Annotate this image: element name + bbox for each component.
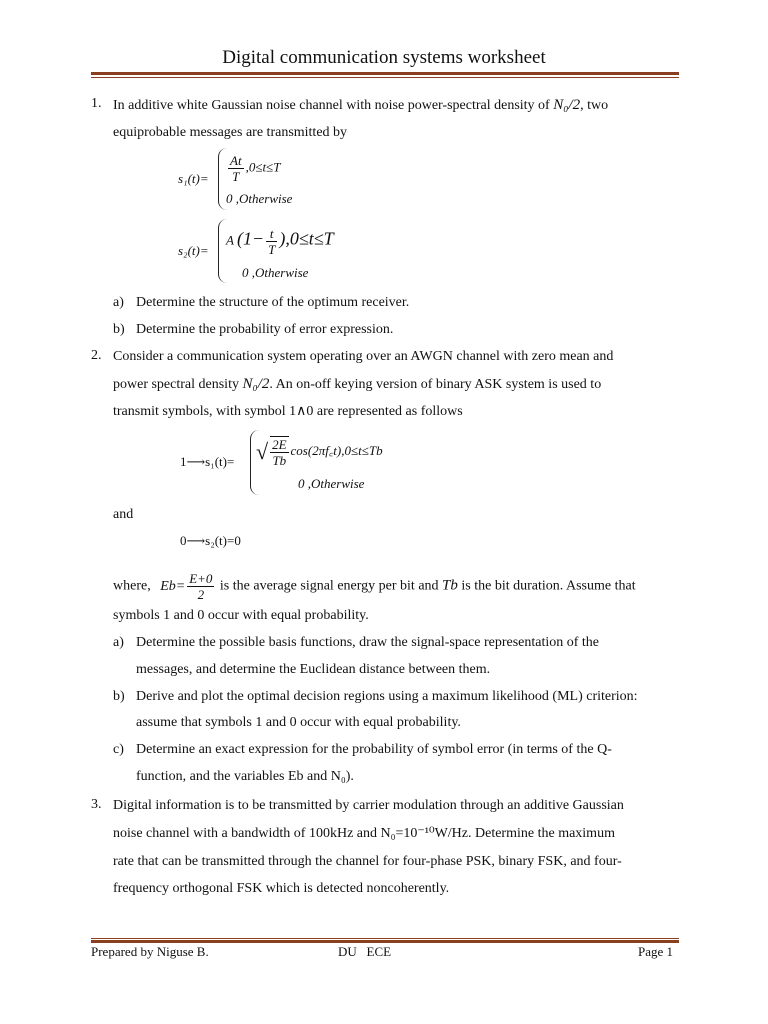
math-span: N₀/2 bbox=[242, 376, 270, 392]
subpart-text: Determine the possible basis functions, draw the signal-space representation of the bbox=[136, 635, 600, 650]
footer-author: Prepared by Niguse B. bbox=[91, 944, 209, 959]
fraction-denominator: Tb bbox=[270, 452, 288, 468]
question-line: noise channel with a bandwidth of 100kHz and N₀=10⁻¹⁰W/Hz. Determine the maximum bbox=[113, 826, 615, 841]
math-span: A bbox=[226, 232, 234, 248]
sqrt-sign: √ bbox=[256, 439, 269, 464]
text-span: . An on-off keying version of binary ASK system is used to bbox=[269, 377, 602, 392]
fraction-denominator: T bbox=[268, 242, 276, 257]
text-and: and bbox=[113, 507, 134, 522]
footer-page-number: Page 1 bbox=[638, 944, 674, 959]
subpart-text: Determine the probability of error expression. bbox=[136, 322, 394, 337]
footer-rule-thin bbox=[91, 938, 679, 939]
fraction bbox=[266, 226, 277, 257]
question-line bbox=[113, 571, 636, 602]
equation-otherwise: 0 ,Otherwise bbox=[242, 265, 309, 280]
question-number: 2. bbox=[91, 348, 102, 363]
question-line: equiprobable messages are transmitted by bbox=[113, 125, 348, 140]
math-span: (1− bbox=[236, 228, 265, 249]
subpart-label: c) bbox=[113, 742, 124, 757]
question-line: frequency orthogonal FSK which is detected noncoherently. bbox=[113, 881, 450, 896]
question-line bbox=[113, 96, 608, 115]
question-line: symbols 1 and 0 occur with equal probability. bbox=[113, 608, 369, 623]
header-rule-thick bbox=[91, 72, 679, 75]
math-span: Eb= bbox=[160, 578, 186, 594]
equation-otherwise: 0 ,Otherwise bbox=[298, 476, 365, 491]
subpart-label: a) bbox=[113, 295, 124, 310]
fraction-numerator: t bbox=[269, 226, 274, 241]
math-span: Tb bbox=[442, 577, 458, 594]
question-line: Digital information is to be transmitted by carrier modulation through an additive Gaussian bbox=[113, 798, 624, 813]
question-line bbox=[113, 375, 601, 394]
fraction-denominator: T bbox=[228, 168, 244, 184]
equation-rhs: cos(2πf꜀t),0≤t≤Tb bbox=[290, 442, 383, 458]
question-line: rate that can be transmitted through the channel for four-phase PSK, binary FSK, and four- bbox=[113, 854, 622, 869]
fraction-denominator: 2 bbox=[187, 586, 214, 602]
question-line: Consider a communication system operating over an AWGN channel with zero mean and bbox=[113, 349, 614, 364]
subpart-text: Determine the structure of the optimum receiver. bbox=[136, 295, 410, 310]
condition: ,0≤t≤T bbox=[245, 159, 281, 175]
subpart-text: assume that symbols 1 and 0 occur with equal probability. bbox=[136, 715, 461, 730]
text-span: is the average signal energy per bit and bbox=[219, 578, 439, 594]
fraction bbox=[187, 571, 214, 602]
equation-lhs: 1⟶s₁(t)= bbox=[180, 454, 235, 469]
header-rule-thin bbox=[91, 77, 679, 78]
text-span: where, bbox=[113, 578, 151, 594]
equation-case bbox=[226, 226, 334, 257]
subpart-text: function, and the variables Eb and N₀). bbox=[136, 769, 354, 784]
fraction-numerator: 2E bbox=[272, 437, 287, 452]
footer-rule-thick bbox=[91, 940, 679, 943]
equation: 0⟶s₂(t)=0 bbox=[180, 533, 241, 548]
subpart-label: b) bbox=[113, 689, 125, 704]
equation-lhs: s₁(t)= bbox=[178, 171, 209, 186]
text-span: power spectral density bbox=[113, 377, 239, 392]
subpart-text: Derive and plot the optimal decision regions using a maximum likelihood (ML) criterion: bbox=[136, 689, 638, 704]
fraction bbox=[228, 153, 244, 184]
condition: ),0≤t≤T bbox=[279, 228, 334, 249]
subpart-text: messages, and determine the Euclidean distance between them. bbox=[136, 662, 491, 677]
equation-case bbox=[226, 153, 280, 184]
text-span: is the bit duration. Assume that bbox=[461, 578, 636, 594]
page-title: Digital communication systems worksheet bbox=[222, 47, 546, 68]
question-number: 1. bbox=[91, 96, 102, 111]
equation-lhs: s₂(t)= bbox=[178, 243, 209, 258]
fraction-numerator: E+0 bbox=[189, 571, 213, 586]
subpart-label: b) bbox=[113, 322, 125, 337]
subpart-text: Determine an exact expression for the probability of symbol error (in terms of the Q- bbox=[136, 742, 612, 757]
subpart-label: a) bbox=[113, 635, 124, 650]
question-line: transmit symbols, with symbol 1∧0 are represented as follows bbox=[113, 404, 463, 419]
fraction bbox=[270, 436, 288, 468]
math-span: N₀/2 bbox=[553, 97, 581, 113]
text-span: In additive white Gaussian noise channel with noise power-spectral density of bbox=[113, 98, 550, 113]
footer-department: DU ECE bbox=[338, 944, 392, 959]
question-number: 3. bbox=[91, 797, 102, 812]
text-span: , two bbox=[580, 98, 609, 113]
fraction-numerator: At bbox=[230, 153, 242, 168]
equation-case bbox=[256, 436, 383, 468]
equation-otherwise: 0 ,Otherwise bbox=[226, 191, 293, 206]
